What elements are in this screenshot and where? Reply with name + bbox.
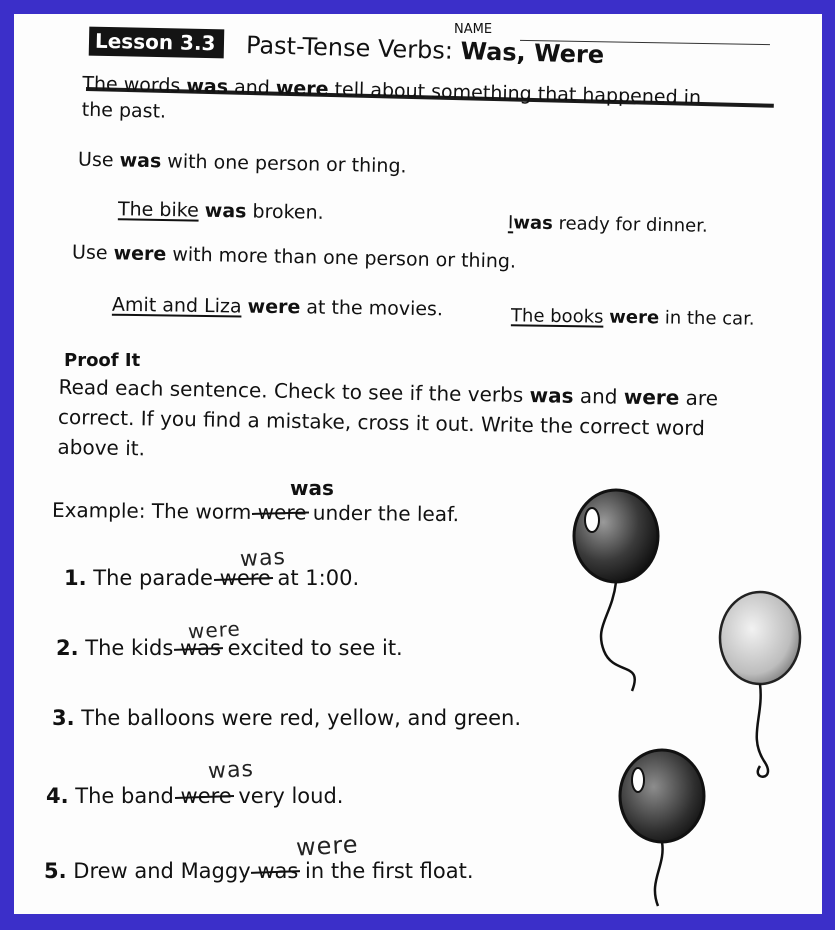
example-sentence: Example: The worm were under the leaf.: [51, 497, 460, 527]
page-title: [246, 31, 605, 69]
item-4-handwritten: was: [207, 756, 255, 785]
title-plain: Past-Tense Verbs:: [245, 31, 461, 65]
item-4: 4. The band were very loud.: [46, 784, 344, 808]
item-2: 2. The kids was excited to see it.: [56, 636, 403, 660]
rule-was-example-1: The bike was broken.: [117, 198, 324, 224]
rule-were-example-2: The books were in the car.: [510, 305, 755, 330]
proof-heading: Proof It: [64, 350, 141, 371]
intro-text: The words was and were tell about something that happened in the past.: [81, 72, 702, 123]
balloon-2-icon: [720, 592, 800, 777]
rule-were: Use were with more than one person or thing.: [71, 241, 517, 273]
rule-was-example-2: Iwas ready for dinner.: [507, 212, 708, 237]
item-1: 1. The parade were at 1:00.: [64, 566, 360, 590]
example-correction: was: [290, 476, 334, 500]
item-5: 5. Drew and Maggy was in the first float.: [44, 859, 474, 883]
name-label: NAME: [454, 22, 493, 37]
proof-instructions: Read each sentence. Check to see if the verbs was and were are correct. If you find a mistake, cross it out. Write the correct word above it.: [57, 374, 719, 461]
item-1-handwritten: was: [239, 544, 287, 573]
item-5-handwritten: were: [295, 830, 360, 862]
balloon-1-icon: [574, 490, 658, 691]
rule-was: Use was with one person or thing.: [77, 148, 407, 178]
title-bold: Was, Were: [460, 36, 605, 69]
worksheet: [14, 14, 822, 914]
balloons-illustration: [554, 476, 822, 914]
item-3: 3. The balloons were red, yellow, and green.: [52, 706, 522, 730]
lesson-badge: Lesson 3.3: [89, 27, 224, 59]
rule-were-example-1: Amit and Liza were at the movies.: [111, 293, 444, 321]
item-2-handwritten: were: [187, 616, 242, 644]
balloon-3-icon: [620, 750, 704, 906]
